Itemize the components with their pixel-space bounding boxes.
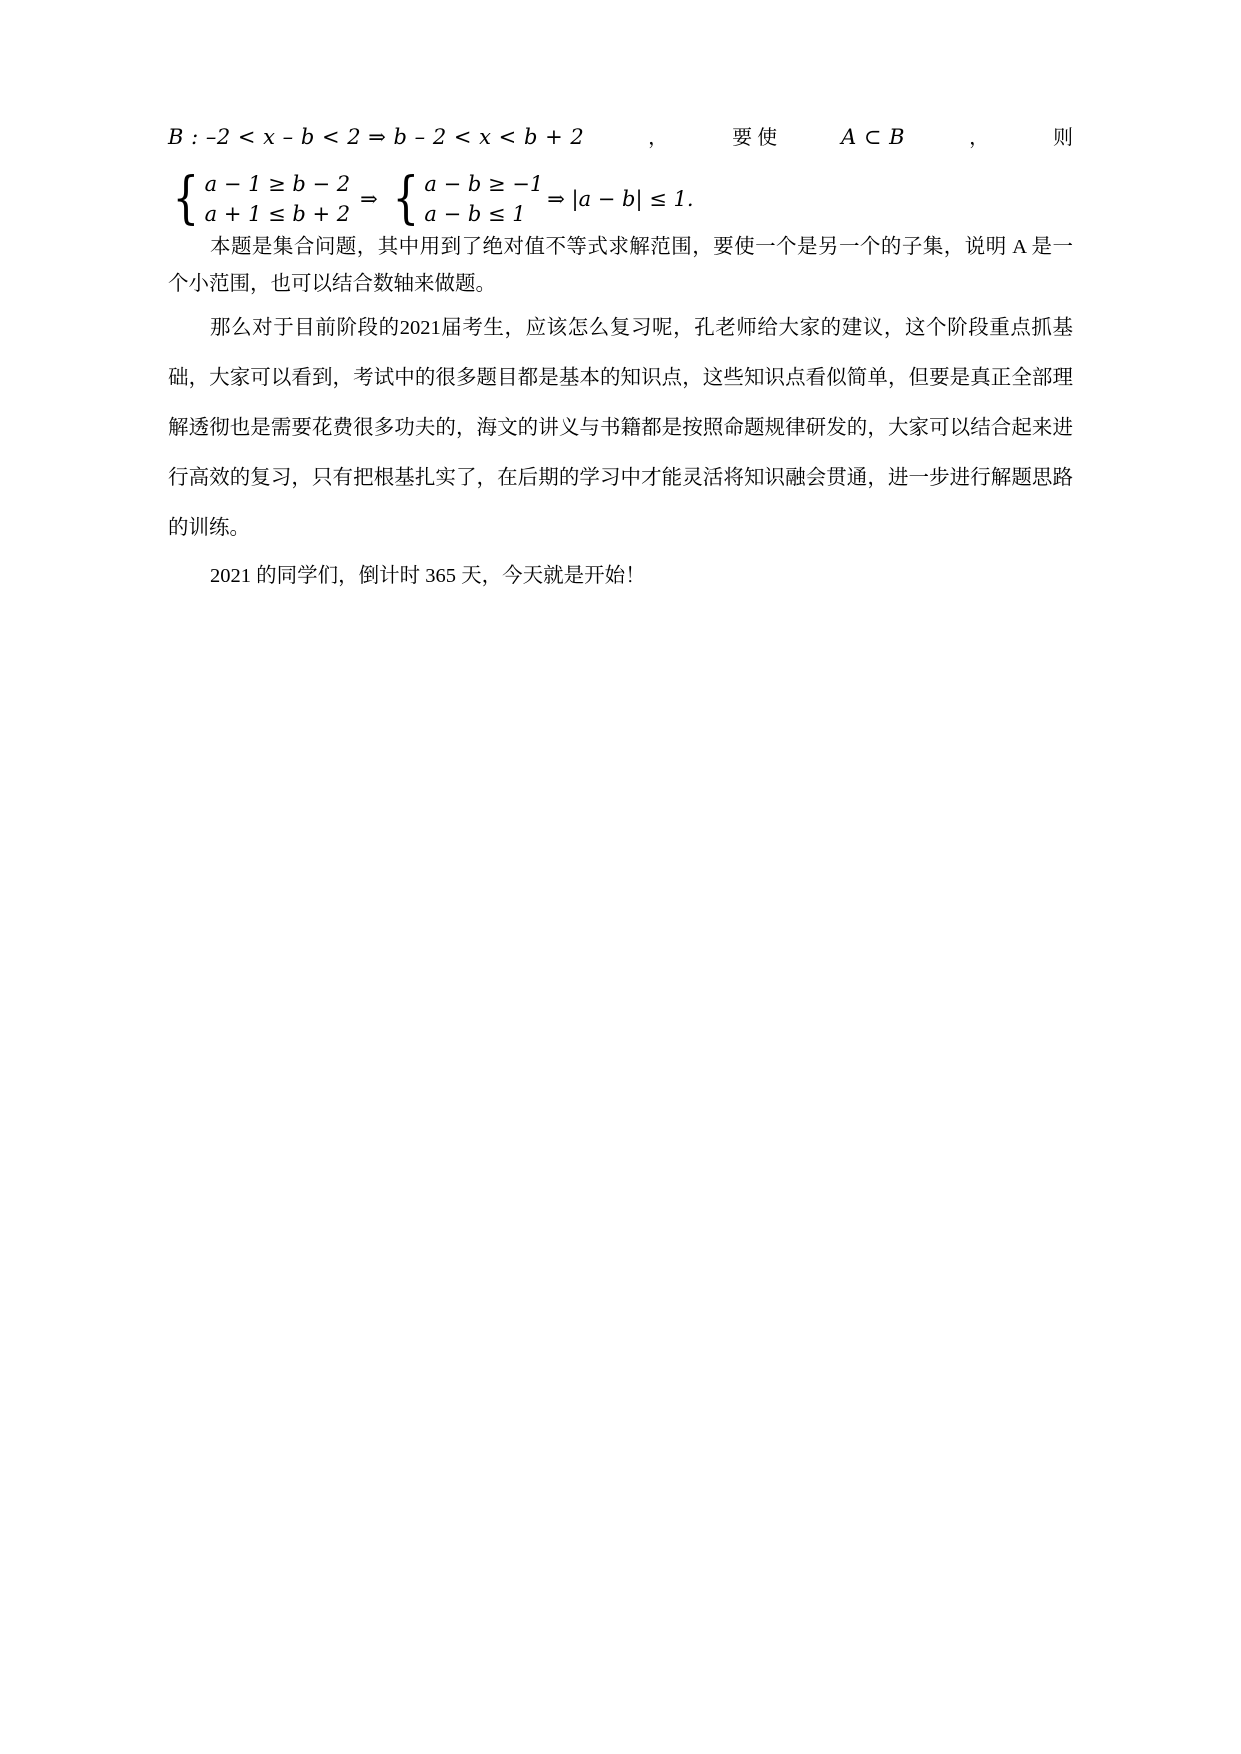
math-cases-group-2: [424, 169, 543, 229]
math-expression-b-range: B : –2 < x – b < 2 ⇒ b – 2 < x < b + 2: [168, 125, 585, 149]
math-comma-2: ，: [969, 127, 990, 149]
paragraph-advice: 那么对于目前阶段的2021届考生，应该怎么复习呢，孔老师给大家的建议，这个阶段重点抓基础，大家可以看到，考试中的很多题目都是基本的知识点，这些知识点看似简单，但要是真正全部理解透彻也是需要花费很多功夫的，海文的讲义与书籍都是按照命题规律研发的，大家可以结合起来进行高效的复习，只有把根基扎实了，在后期的学习中才能灵活将知识融会贯通，进一步进行解题思路的训练。: [168, 317, 1073, 539]
math-case-2-line-1: a − b ≥ −1: [424, 172, 544, 196]
math-cases-group-1: [205, 169, 351, 229]
math-case-1-line-1: a − 1 ≥ b − 2: [204, 172, 351, 196]
math-expression-line-1: [168, 120, 1073, 155]
implies-arrow-icon: ⇒: [360, 187, 378, 211]
math-expression-line-2: [168, 165, 1073, 231]
paragraph-analysis: 本题是集合问题，其中用到了绝对值不等式求解范围，要使一个是另一个的子集，说明 A 是一个小范围，也可以结合数轴来做题。: [168, 236, 1073, 295]
math-text-yaoshi: 要 使: [732, 127, 778, 149]
math-comma-1: ，: [648, 127, 669, 149]
left-brace-icon-2: {: [392, 165, 419, 231]
math-case-2-line-2: a − b ≤ 1: [424, 202, 526, 226]
math-case-1-line-2: a + 1 ≤ b + 2: [204, 202, 351, 226]
document-body: [168, 120, 1073, 599]
paragraph-closing: 2021 的同学们，倒计时 365 天，今天就是开始！: [210, 565, 646, 587]
math-expression-subset: A ⊂ B: [841, 125, 906, 149]
left-brace-icon: {: [172, 165, 200, 231]
math-conclusion: ⇒ |a − b| ≤ 1.: [547, 187, 694, 211]
math-text-ze: 则: [1053, 127, 1074, 149]
